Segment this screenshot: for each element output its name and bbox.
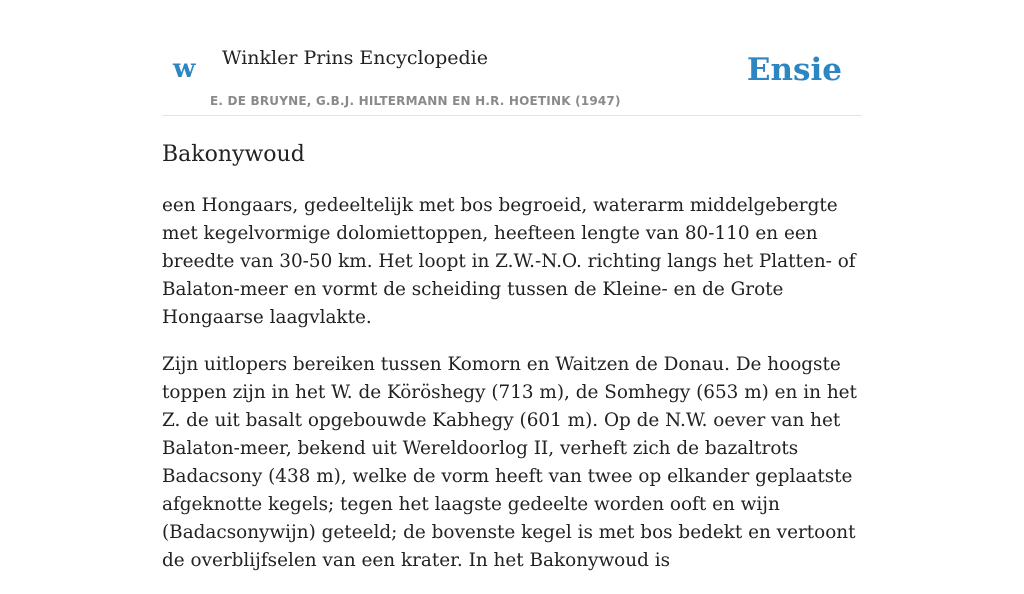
entry-body	[162, 192, 862, 594]
publisher-logo[interactable]: w	[173, 54, 196, 84]
entry-paragraph: Zijn uitlopers bereiken tussen Komorn en Waitzen de Donau. De hoogste toppen zijn in het W. de Köröshegy (713 m), de Somhegy (653 m) en in het Z. de uit basalt opgebouwde Kabhegy (601 m). Op de N.W. oever van het Balaton-meer, bekend uit Wereldoorlog II, verheft zich de bazaltrots Badacsony (438 m), welke de vorm heeft van twee op elkander geplaatste afgeknotte kegels; tegen het laagste gedeelte worden ooft en wijn (Badacsonywijn) geteeld; de bovenste kegel is met bos bedekt en vertoont de overblijfselen van een krater. In het Bakonywoud is	[162, 354, 857, 571]
book-authors: E. DE BRUYNE, G.B.J. HILTERMANN EN H.R. HOETINK (1947)	[210, 94, 621, 108]
book-title[interactable]: Winkler Prins Encyclopedie	[222, 47, 488, 69]
header	[162, 0, 862, 116]
entry-title: Bakonywoud	[162, 142, 305, 167]
ensie-logo-link[interactable]: Ensie	[746, 52, 842, 88]
entry-paragraph: een Hongaars, gedeeltelijk met bos begroeid, waterarm middelgebergte met kegelvormige dolomiettoppen, heefteen lengte van 80-110 en een breedte van 30-50 km. Het loopt in Z.W.-N.O. richting langs het Platten- of Balaton-meer en vormt de scheiding tussen de Kleine- en de Grote Hongaarse laagvlakte.	[162, 195, 856, 328]
page	[162, 0, 862, 571]
